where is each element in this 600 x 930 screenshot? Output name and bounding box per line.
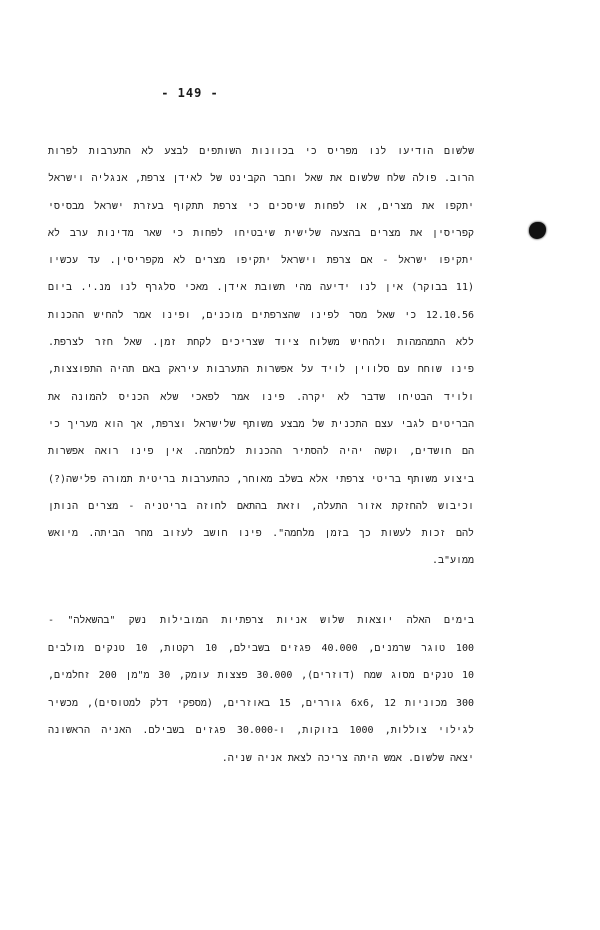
text-line: בימים האלה יוצאות שלוש אניות צרפתיות המובילות נשק "בהשאלה" -: [48, 615, 474, 626]
page-number: - 149 -: [161, 86, 219, 100]
text-line: קפריסין את מצרים בהצעה שלישית שיבטיחו לפחות כי שאר מדינות ערב לא: [48, 227, 474, 239]
text-line: הבריטים לגבי עצם התכנית של מבצע משותף שלישראל וצרפת, אך הוא מעריך כי: [48, 418, 474, 430]
ink-blot: [529, 222, 546, 239]
text-line: 100 טוגר שרמנים, 40.000 פגזים בשבילם, 10 רקטות, 10 טנקים מולבים: [48, 642, 474, 654]
text-line: ממוע"ב.: [431, 555, 474, 567]
text-line: יתקפו את מצרים, או לפחות שיסכים כי צרפת תתקוף בעזרת ישראל מבסיסי: [48, 200, 474, 212]
text-line: להם זכות לעשות כך בזמן מלחמה". פינו חושב לעזוב מחר הביתה. מיואש: [48, 528, 474, 540]
text-line: 300 מכוניות 6x6, 12 גוררים, 15 באוזרים, (מספקי דלק למטוסים), מכשיר: [48, 697, 474, 709]
text-line: פינו שוחח עם סלווין לויד על אפשרות התערבות עיראק באם תהיה התפוצצות,: [48, 364, 474, 376]
text-line: ביצוע משותף בריטי צרפתי אלא בשלב מאוחר, כהתערבות בריטית תמורה פלישה(?): [48, 473, 474, 485]
text-line: יצאה שלשום. אמש היתה צריכה לצאת אניה שניה.: [221, 752, 474, 764]
text-line: הם חושדים, וקשה יהיה להסתיר ההכנות למלחמה. אין פינו רואה אפשרות: [48, 446, 474, 458]
text-line: הרוב. פולה שלח שלשום את שאל וחבר הקבינט של לאידן צרפת, אנגליה וישראל: [48, 173, 474, 185]
text-line: (11 בבוקר) אין לנו ידיעה מהי תשובת אידן. מאכי סלגרף לנו מנ.י. ביום: [48, 282, 474, 294]
paragraph-2: [48, 607, 474, 773]
paragraph-1: [48, 138, 474, 575]
text-line: שלשום הודיעו לנו מפריס כי בכוונות השותפים לבצע לא התערבות לפרות: [48, 146, 474, 157]
text-line: יתקיפו ישראל - אם צרפת וישראל יתקיפו מצרים לא מקפריסין. עד עכשיו: [48, 255, 474, 267]
text-line: ללא התמהמהות ולהחיש משלוח ציוד שצריכים לקחת זמן. שאל חזר לצרפת.: [48, 337, 474, 349]
text-line: ולויד הבטיחו שדבר לא יקרה. פינו אמר לפאכי שלא הכניס להמונה את: [48, 391, 474, 403]
text-line: 12.10.56 כי שאל מסר לפינו שהצרפתים מוכנים, ופינו אמר להחיש ההכנות: [48, 309, 474, 321]
text-line: וכיבוש להחזקת אזור התעלה, וזאת בהתאם לחוזה בריטניה - מצרים הנותן: [48, 500, 474, 512]
text-line: לגילוי צוללות, 1000 בזוקות, ו-30.000 פגזים בשבילם. האניה הראשונה: [48, 725, 474, 737]
text-line: 10 טנקים מסוג שמח (דוזרים), 30.000 פצצות עומק, 30 מ"מן 200 זחלמים,: [48, 670, 474, 682]
